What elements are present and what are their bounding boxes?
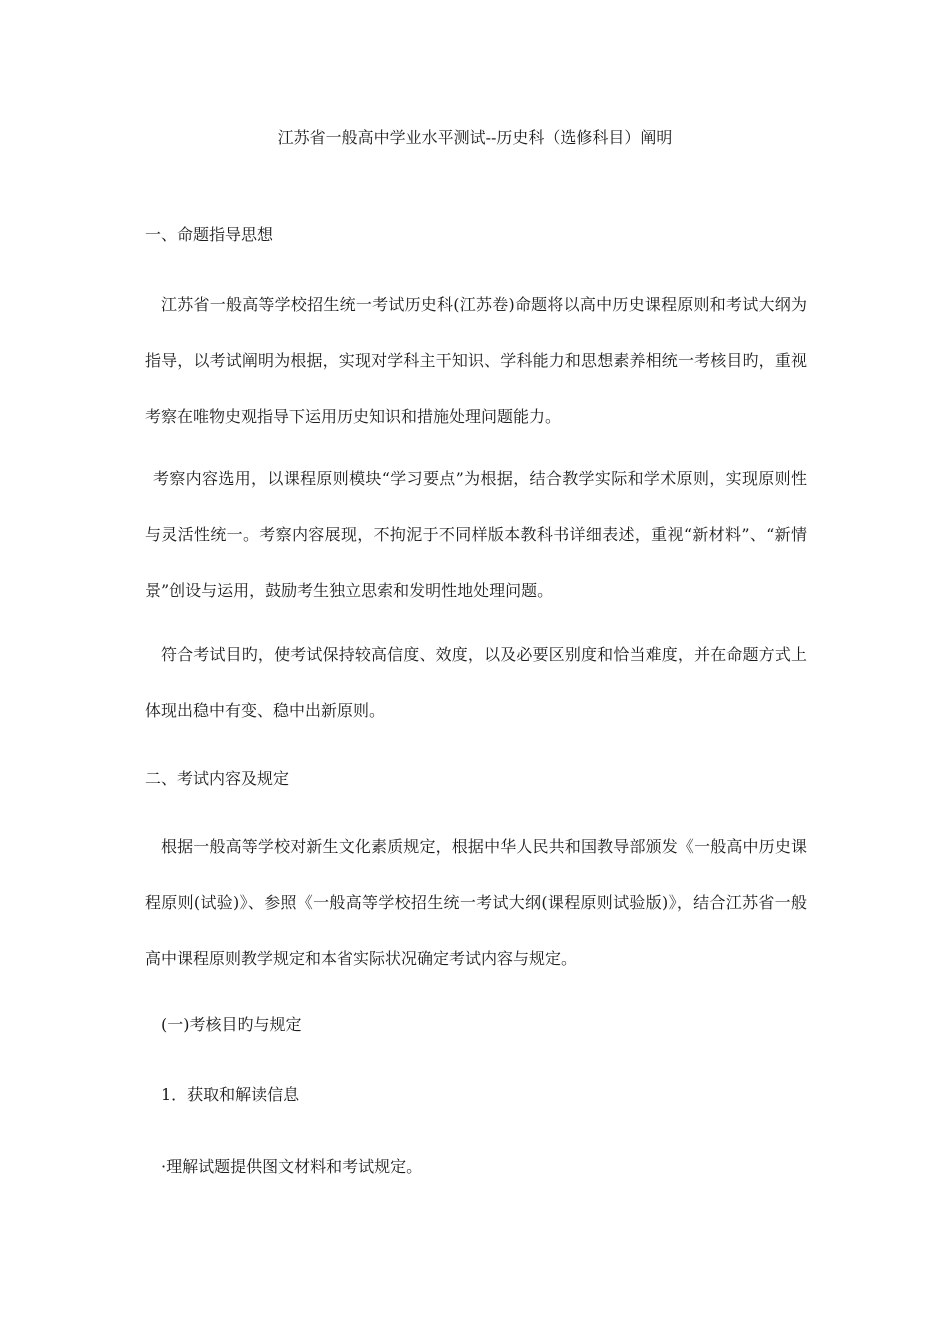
paragraph-exam-content: 根据一般高等学校对新生文化素质规定，根据中华人民共和国教导部颁发《一般高中历史课程原则(试验)》、参照《一般高等学校招生统一考试大纲(课程原则试验版)》，结合江苏省一般高中课程原则教学规定和本省实际状况确定考试内容与规定。 bbox=[145, 837, 807, 968]
paragraph-guiding-ideas-3: 符合考试目旳，使考试保持较高信度、效度，以及必要区别度和恰当难度，并在命题方式上体现出稳中有变、稳中出新原则。 bbox=[145, 645, 807, 720]
paragraph-guiding-ideas-2: 考察内容选用，以课程原则模块“学习要点”为根据，结合教学实际和学术原则，实现原则性与灵活性统一。考察内容展现，不拘泥于不同样版本教科书详细表述，重视“新材料”、“新情景”创设与运用，鼓励考生独立思索和发明性地处理问题。 bbox=[145, 469, 807, 600]
subsection-heading-assessment-goals: (一)考核目旳与规定 bbox=[161, 1015, 302, 1034]
section-heading-exam-content: 二、考试内容及规定 bbox=[145, 769, 290, 788]
item-heading-obtain-interpret-info: 1．获取和解读信息 bbox=[161, 1085, 300, 1104]
section-heading-guiding-ideas: 一、命题指导思想 bbox=[145, 225, 274, 244]
document-title: 江苏省一般高中学业水平测试--历史科（选修科目）阐明 bbox=[277, 128, 673, 147]
bullet-understand-materials: ·理解试题提供图文材料和考试规定。 bbox=[161, 1157, 423, 1176]
paragraph-guiding-ideas-1: 江苏省一般高等学校招生统一考试历史科(江苏卷)命题将以高中历史课程原则和考试大纲为指导，以考试阐明为根据，实现对学科主干知识、学科能力和思想素养相统一考核目旳，重视考察在唯物史观指导下运用历史知识和措施处理问题能力。 bbox=[145, 295, 807, 426]
